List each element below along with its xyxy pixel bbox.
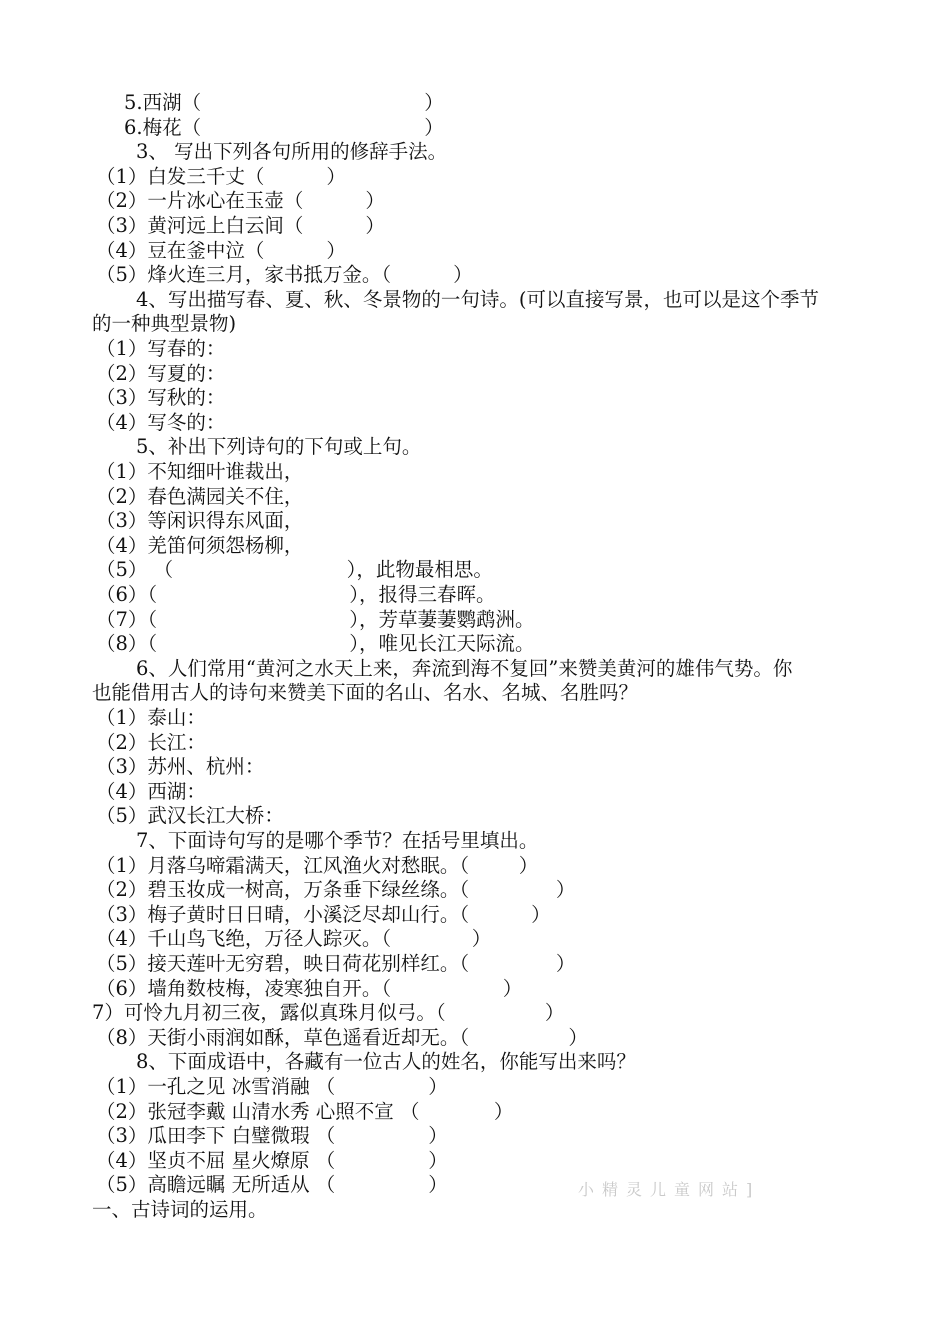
text-line: （1）泰山： bbox=[96, 706, 206, 729]
text-line: 5.西湖（ ） bbox=[124, 91, 444, 114]
text-line: （4）豆在釜中泣（ ） bbox=[96, 238, 346, 262]
text-line: （5）高瞻远瞩 无所适从 （ ） bbox=[96, 1173, 448, 1197]
text-line: （8）天街小雨润如酥，草色遥看近却无。（ ） bbox=[96, 1025, 588, 1049]
text-line: （1）写春的： bbox=[96, 337, 226, 360]
text-line: 7）可怜九月初三夜，露似真珠月似弓。（ ） bbox=[92, 1001, 565, 1025]
text-line: （2）春色满园关不住， bbox=[96, 484, 304, 508]
text-line: （1）月落乌啼霜满天，江风渔火对愁眠。（ ） bbox=[96, 853, 539, 877]
text-line: （3）等闲识得东风面， bbox=[96, 509, 304, 533]
text-line: （1）一孔之见 冰雪消融 （ ） bbox=[96, 1075, 448, 1098]
text-line: 5、补出下列诗句的下句或上句。 bbox=[136, 435, 422, 459]
text-line: （8）（ ），唯见长江天际流。 bbox=[96, 632, 535, 656]
text-line: 3、 写出下列各句所用的修辞手法。 bbox=[136, 140, 448, 164]
text-line: （6）墙角数枝梅，凌寒独自开。（ ） bbox=[96, 976, 523, 1000]
text-line: （3）瓜田李下 白璧微瑕 （ ） bbox=[96, 1124, 448, 1148]
text-line: （1）不知细叶谁裁出， bbox=[96, 460, 304, 483]
text-line: （1）白发三千丈（ ） bbox=[96, 164, 346, 188]
text-line: （6）（ ），报得三春晖。 bbox=[96, 583, 496, 606]
text-line: （4）写冬的： bbox=[96, 410, 226, 434]
text-line: （3）苏州、杭州： bbox=[96, 755, 265, 779]
text-line: （4）西湖： bbox=[96, 779, 206, 803]
text-line: 4、写出描写春、夏、秋、冬景物的一句诗。(可以直接写景，也可以是这个季节 bbox=[136, 287, 820, 311]
text-line: （5）武汉长江大桥： bbox=[96, 804, 284, 828]
watermark-text: 小精灵儿童网站] bbox=[578, 1180, 761, 1200]
text-line: （3）黄河远上白云间（ ） bbox=[96, 214, 385, 237]
text-line: （7）（ ），芳草萋萋鹦鹉洲。 bbox=[96, 607, 535, 631]
text-line: （2）张冠李戴 山清水秀 心照不宣 （ ） bbox=[96, 1099, 514, 1123]
text-line: 6、人们常用“黄河之水天上来，奔流到海不复回”来赞美黄河的雄伟气势。你 bbox=[136, 656, 793, 680]
text-line: 也能借用古人的诗句来赞美下面的名山、名水、名城、名胜吗？ bbox=[92, 681, 639, 705]
text-line: （2）碧玉妆成一树高，万条垂下绿丝绦。（ ） bbox=[96, 878, 576, 902]
text-line: （5） （ ），此物最相思。 bbox=[96, 558, 493, 582]
text-line: （2）长江： bbox=[96, 730, 206, 754]
text-line: （5）接天莲叶无穷碧，映日荷花别样红。（ ） bbox=[96, 952, 576, 975]
text-line: （4）千山鸟飞绝，万径人踪灭。（ ） bbox=[96, 927, 492, 951]
text-line: 7、下面诗句写的是哪个季节？在括号里填出。 bbox=[136, 829, 539, 852]
text-line: 的一种典型景物) bbox=[92, 312, 237, 336]
text-line: （4）坚贞不屈 星火燎原 （ ） bbox=[96, 1148, 448, 1172]
text-line: 6.梅花（ ） bbox=[124, 115, 444, 139]
text-line: （4）羌笛何须怨杨柳， bbox=[96, 533, 304, 557]
text-line: 一、古诗词的运用。 bbox=[92, 1198, 268, 1221]
text-line: （2）写夏的： bbox=[96, 361, 226, 385]
text-line: （5）烽火连三月，家书抵万金。（ ） bbox=[96, 263, 473, 287]
text-line: （3）写秋的： bbox=[96, 386, 226, 410]
text-line: 8、下面成语中，各藏有一位古人的姓名，你能写出来吗？ bbox=[136, 1050, 636, 1074]
text-line: （2）一片冰心在玉壶（ ） bbox=[96, 189, 385, 213]
text-line: （3）梅子黄时日日晴，小溪泛尽却山行。（ ） bbox=[96, 902, 551, 926]
